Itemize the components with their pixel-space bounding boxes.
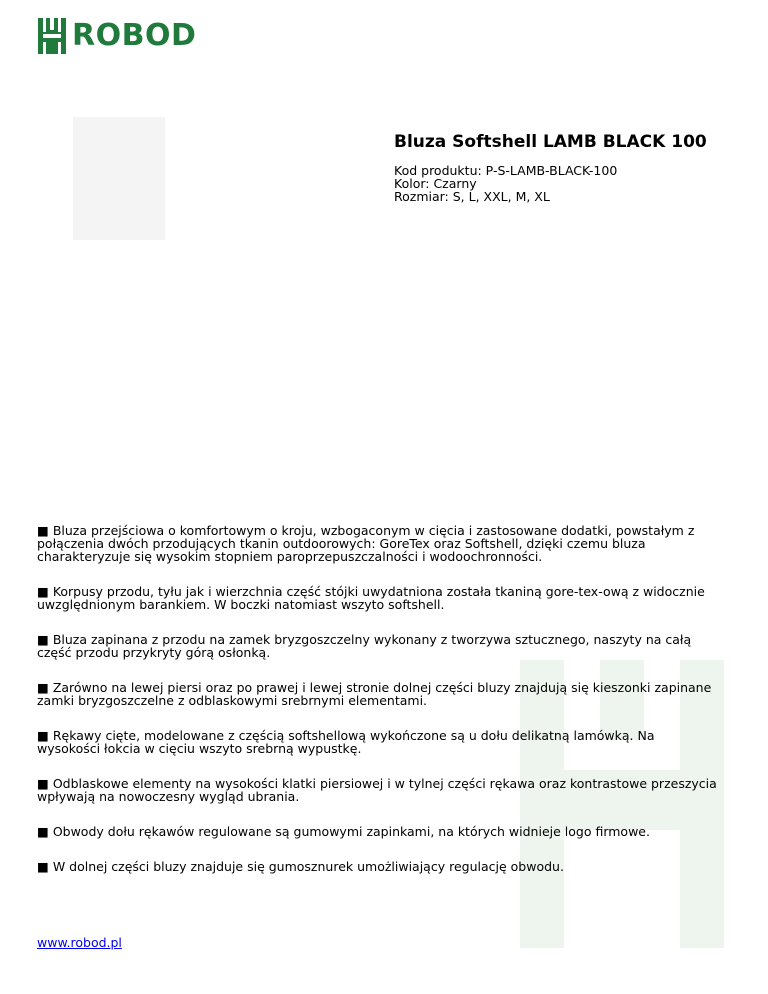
feature-text: Bluza zapinana z przodu na zamek bryzgoszczelny wykonany z tworzywa sztucznego, naszyty na całą część przodu przykryty górą osłonką.	[37, 632, 692, 660]
feature-item	[37, 777, 717, 803]
feature-item	[37, 860, 717, 873]
brand-name: ROBOD	[72, 18, 197, 53]
feature-text: Bluza przejściowa o komfortowym o kroju, wzbogaconym w cięcia i zastosowane dodatki, powstałym z połączenia dwóch przodujących tkanin outdoorowych: GoreTex oraz Softshell, dzięki czemu bluza charakteryzuje się wysokim stopniem paroprzepuszczalności i wodoochronności.	[37, 523, 695, 564]
product-sizes: Rozmiar: S, L, XXL, M, XL	[394, 189, 550, 204]
bullet-icon: ■	[37, 680, 49, 695]
feature-text: Rękawy cięte, modelowane z częścią softshellową wykończone są u dołu delikatną lamówką. Na wysokości łokcia w cięciu wszyto srebrną wypustkę.	[37, 728, 655, 756]
robod-logo-icon	[38, 18, 66, 54]
feature-text: Korpusy przodu, tyłu jak i wierzchnia część stójki uwydatniona została tkaniną gore-tex-ową z widocznie uwzględnionym barankiem. W boczki natomiast wszyto softshell.	[37, 584, 705, 612]
feature-item	[37, 633, 717, 659]
website-link[interactable]: www.robod.pl	[37, 935, 122, 950]
bullet-icon: ■	[37, 584, 49, 599]
feature-item	[37, 825, 717, 838]
feature-text: Odblaskowe elementy na wysokości klatki piersiowej i w tylnej części rękawa oraz kontrastowe przeszycia wpływają na nowoczesny wygląd ubrania.	[37, 776, 717, 804]
feature-item	[37, 729, 717, 755]
bullet-icon: ■	[37, 859, 49, 874]
bullet-icon: ■	[37, 824, 49, 839]
feature-item	[37, 524, 717, 563]
feature-text: W dolnej części bluzy znajduje się gumosznurek umożliwiający regulację obwodu.	[52, 859, 564, 874]
feature-text: Obwody dołu rękawów regulowane są gumowymi zapinkami, na których widnieje logo firmowe.	[52, 824, 650, 839]
feature-item	[37, 681, 717, 707]
bullet-icon: ■	[37, 776, 49, 791]
feature-list	[37, 524, 717, 895]
product-code: Kod produktu: P-S-LAMB-BLACK-100	[394, 163, 618, 178]
brand-logo	[38, 18, 196, 54]
bullet-icon: ■	[37, 728, 49, 743]
product-meta	[394, 164, 754, 203]
product-photo	[73, 117, 165, 240]
product-color: Kolor: Czarny	[394, 176, 477, 191]
bullet-icon: ■	[37, 632, 49, 647]
product-title: Bluza Softshell LAMB BLACK 100	[394, 132, 707, 152]
feature-item	[37, 585, 717, 611]
bullet-icon: ■	[37, 523, 49, 538]
feature-text: Zarówno na lewej piersi oraz po prawej i lewej stronie dolnej części bluzy znajdują się kieszonki zapinane zamki bryzgoszczelne z odblaskowymi srebrnymi elementami.	[37, 680, 712, 708]
product-header	[394, 132, 754, 203]
